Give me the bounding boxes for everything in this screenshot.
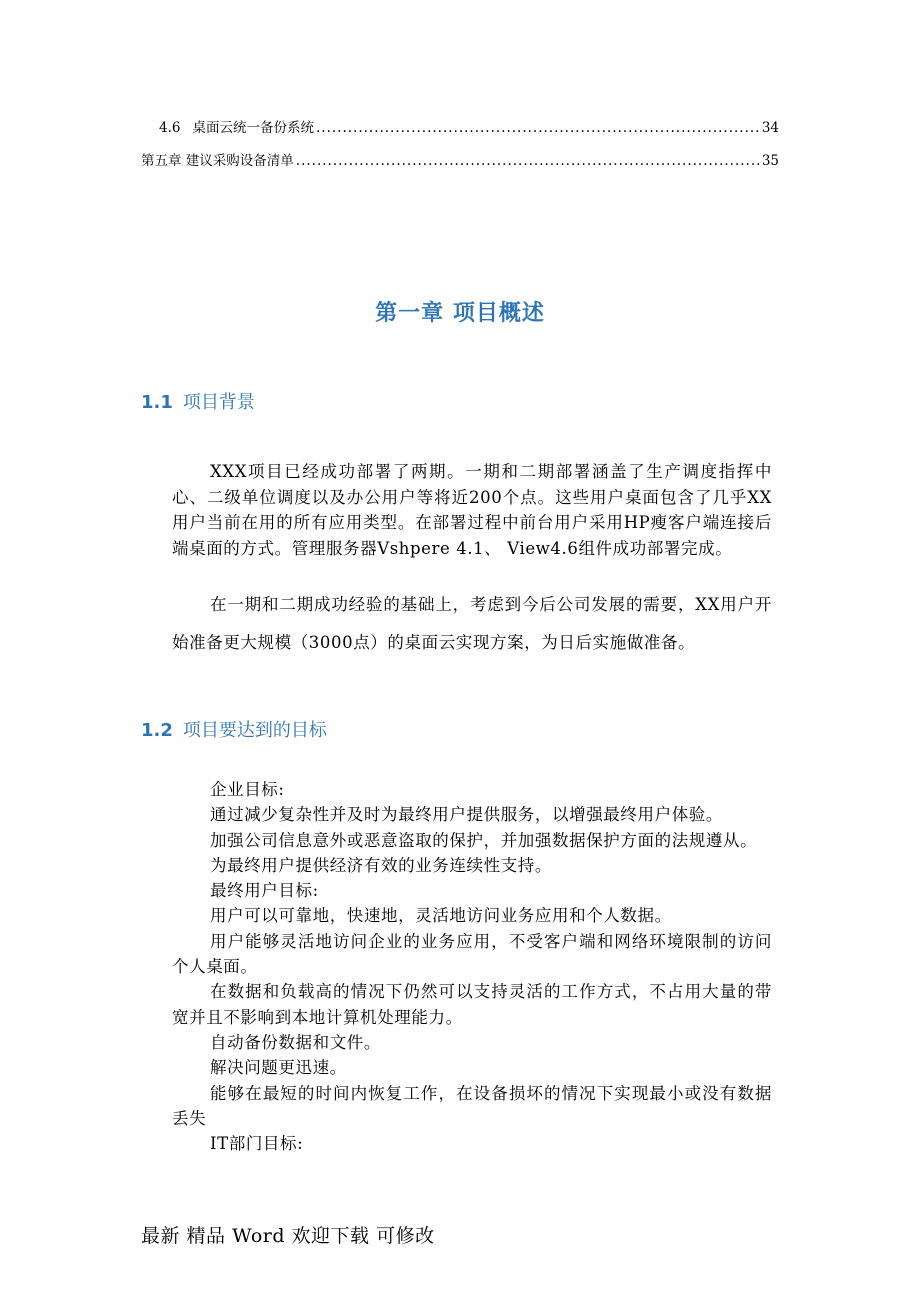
section-title-text: 项目背景 — [182, 392, 255, 413]
section-heading — [141, 388, 255, 414]
toc-leader-dots — [296, 153, 760, 169]
section-number: 1.1 — [141, 392, 173, 413]
goal-item: 通过减少复杂性并及时为最终用户提供服务，以增强最终用户体验。 — [210, 805, 723, 825]
body-paragraph: 在一期和二期成功经验的基础上，考虑到今后公司发展的需要，XX用户开始准备更大规模（3000点）的桌面云实现方案，为日后实施做准备。 — [172, 595, 772, 652]
page-footer: 最新 精品 Word 欢迎下载 可修改 — [141, 1225, 435, 1247]
goal-list — [172, 777, 772, 1156]
toc-entry-title: 第五章 建议采购设备清单 — [141, 153, 294, 169]
goal-item: 用户可以可靠地，快速地，灵活地访问业务应用和个人数据。 — [210, 906, 672, 926]
section-title-text: 项目要达到的目标 — [182, 720, 327, 741]
goal-item: 能够在最短的时间内恢复工作，在设备损坏的情况下实现最小或没有数据丢失 — [172, 1083, 772, 1128]
toc-entry[interactable] — [159, 116, 779, 136]
body-paragraph: XXX项目已经成功部署了两期。一期和二期部署涵盖了生产调度指挥中心、二级单位调度以及办公用户等将近200个点。这些用户桌面包含了几乎XX用户当前在用的所有应用类型。在部署过程中前台用户采用HP瘦客户端连接后端桌面的方式。管理服务器Vshpere 4.1、 View4.6组件成功部署完成。 — [172, 462, 772, 558]
toc-leader-dots — [316, 120, 760, 136]
toc-entry-number: 4.6 — [159, 120, 181, 136]
goal-item: 最终用户目标: — [210, 881, 319, 901]
toc-entry-page: 35 — [761, 153, 779, 169]
chapter-title: 第一章 项目概述 — [375, 301, 545, 326]
goal-item: 企业目标: — [210, 780, 285, 799]
goal-item: IT部门目标: — [210, 1134, 304, 1154]
toc-entry-page: 34 — [761, 120, 779, 136]
goal-item: 用户能够灵活地访问企业的业务应用，不受客户端和网络环境限制的访问个人桌面。 — [172, 931, 772, 977]
toc-entry[interactable] — [141, 149, 779, 169]
goal-item: 解决问题更迅速。 — [210, 1058, 347, 1078]
goal-item: 在数据和负载高的情况下仍然可以支持灵活的工作方式，不占用大量的带宽并且不影响到本地计算机处理能力。 — [172, 982, 772, 1027]
toc-entry-title: 桌面云统一备份系统 — [192, 120, 314, 136]
section-heading — [141, 716, 327, 742]
goal-item: 为最终用户提供经济有效的业务连续性支持。 — [210, 855, 552, 875]
section-number: 1.2 — [141, 720, 173, 741]
goal-item: 加强公司信息意外或恶意盗取的保护，并加强数据保护方面的法规遵从。 — [210, 830, 758, 850]
goal-item: 自动备份数据和文件。 — [210, 1032, 381, 1052]
